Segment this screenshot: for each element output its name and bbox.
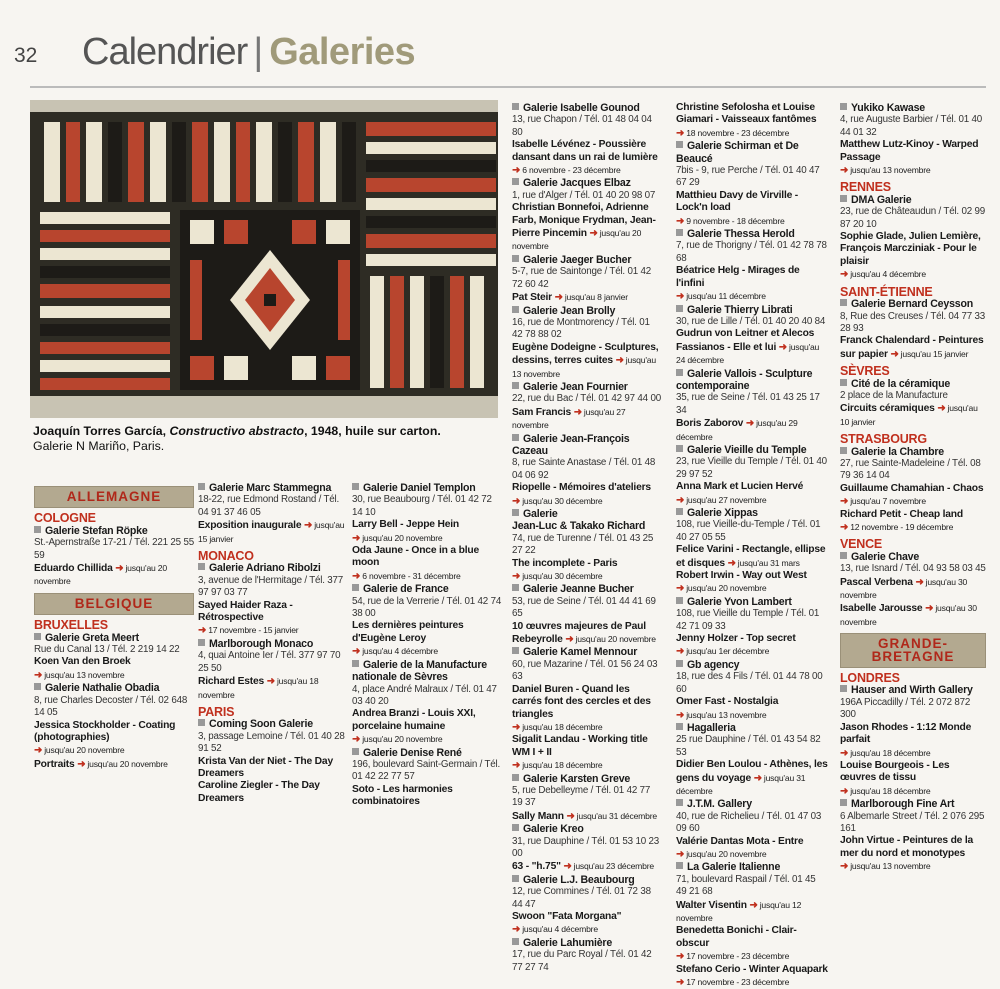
- gallery-name: Galerie Xippas: [676, 507, 828, 519]
- gallery-address: 5, rue Debelleyme / Tél. 01 42 77 19 37: [512, 784, 651, 809]
- gallery-address: 54, rue de la Verrerie / Tél. 01 42 74 38 00: [352, 595, 502, 620]
- exhibition-date: ➜ jusqu'au 18 décembre: [512, 721, 603, 733]
- city-monaco: MONACO: [198, 549, 254, 564]
- arrow-icon: ➜: [840, 785, 849, 797]
- gallery-address: 5-7, rue de Saintonge / Tél. 01 42 72 60 42: [512, 266, 651, 290]
- bullet-square-icon: [198, 563, 205, 570]
- exhibition-date: ➜ jusqu'au 30 décembre: [512, 571, 603, 583]
- gallery-address: 40, rue de Richelieu / Tél. 01 47 03 09 60: [676, 810, 822, 835]
- gallery-address: 23, rue de Châteaudun / Tél. 02 99 87 20 10: [840, 206, 985, 230]
- gallery-address: 53, rue de Seine / Tél. 01 44 41 69 65: [512, 595, 656, 620]
- exhibition-title: Jenny Holzer - Top secret: [676, 633, 796, 645]
- page-number: 32: [14, 44, 38, 67]
- gallery-name: Gb agency: [676, 659, 828, 671]
- bullet-square-icon: [352, 483, 359, 490]
- arrow-icon: ➜: [676, 494, 685, 506]
- bullet-square-icon: [512, 382, 519, 389]
- bleed-through: [340, 424, 500, 480]
- bullet-square-icon: [512, 306, 519, 313]
- exhibition-date: ➜ 17 novembre - 23 décembre: [676, 977, 790, 989]
- exhibition-date: ➜ jusqu'au 7 novembre: [840, 496, 926, 508]
- gallery-address: 4, place André Malraux / Tél. 01 47 03 40 20: [352, 683, 497, 707]
- gallery-name: Galerie L.J. Beaubourg: [512, 874, 662, 886]
- arrow-icon: ➜: [915, 576, 924, 588]
- gallery-name: Galerie Jaeger Bucher: [512, 254, 662, 266]
- gallery-name: J.T.M. Gallery: [676, 798, 828, 810]
- arrow-icon: ➜: [573, 406, 582, 418]
- exhibition-date: ➜ jusqu'au 13 novembre: [840, 165, 931, 177]
- arrow-icon: ➜: [352, 532, 361, 544]
- exhibition-date: ➜ 6 novembre - 23 décembre: [512, 165, 621, 177]
- arrow-icon: ➜: [749, 899, 758, 911]
- exhibition-date: ➜ 12 novembre - 19 décembre: [840, 522, 954, 533]
- bullet-square-icon: [512, 178, 519, 185]
- gallery-name: Galerie de la Manufacture nationale de Sèvres: [352, 658, 487, 684]
- exhibition-line: Eugène Dodeigne - Sculptures, dessins, terres cuites ➜ jusqu'au 13 novembre: [512, 341, 659, 379]
- gallery-name: Galerie la Chambre: [840, 446, 986, 458]
- gallery-name: La Galerie Italienne: [676, 861, 828, 873]
- arrow-icon: ➜: [554, 292, 563, 304]
- gallery-name: Hauser and Wirth Gallery: [840, 684, 986, 696]
- exhibition-title: Sophie Glade, Julien Lemière, François Marcziniak - Pour le plaisir: [840, 231, 981, 267]
- exhibition-title: Swoon "Fata Morgana": [512, 911, 622, 922]
- city-strasbourg: STRASBOURG: [840, 432, 927, 447]
- arrow-icon: ➜: [840, 165, 849, 177]
- exhibition-date: ➜ jusqu'au 13 novembre: [840, 861, 931, 873]
- exhibition-line: Portraits ➜ jusqu'au 20 novembre: [34, 758, 168, 770]
- bullet-square-icon: [512, 938, 519, 945]
- column-6: [840, 102, 986, 873]
- exhibition-date: ➜ 17 novembre - 23 décembre: [676, 951, 790, 963]
- gallery-name: Galerie Vieille du Temple: [676, 444, 828, 456]
- gallery-name: Galerie de France: [352, 583, 502, 595]
- bullet-square-icon: [512, 875, 519, 882]
- exhibition-line: 10 œuvres majeures de Paul Rebeyrolle ➜ jusqu'au 20 novembre: [512, 620, 656, 646]
- exhibition-date: ➜ jusqu'au 1er décembre: [676, 646, 770, 658]
- exhibition-title: John Virtue - Peintures de la mer du nord et monotypes: [840, 835, 974, 859]
- arrow-icon: ➜: [676, 583, 685, 595]
- header-rule: [30, 86, 986, 88]
- arrow-icon: ➜: [304, 520, 313, 532]
- exhibition-title: Louise Bourgeois - Les œuvres de tissu: [840, 759, 950, 784]
- exhibition-title: Andrea Branzi - Louis XXI, porcelaine humaine: [352, 708, 476, 732]
- arrow-icon: ➜: [34, 669, 43, 681]
- gallery-address: 13, rue Isnard / Tél. 04 93 58 03 45: [840, 563, 986, 575]
- column-1: [34, 482, 194, 770]
- arrow-icon: ➜: [198, 625, 207, 637]
- page-title: [82, 30, 415, 74]
- arrow-icon: ➜: [676, 215, 685, 227]
- arrow-icon: ➜: [676, 291, 685, 303]
- exhibition-title: Soto - Les harmonies combinatoires: [352, 783, 453, 808]
- artwork-image: [30, 100, 498, 418]
- arrow-icon: ➜: [840, 269, 849, 281]
- gallery-address: 74, rue de Turenne / Tél. 01 43 25 27 22: [512, 532, 654, 557]
- gallery-name: Galerie Vallois - Sculpture contemporaine: [676, 367, 813, 392]
- exhibition-line: Sam Francis ➜ jusqu'au 27 novembre: [512, 406, 626, 431]
- artwork-photo: [30, 100, 498, 418]
- gallery-address: 196A Piccadilly / Tél. 2 072 872 300: [840, 696, 971, 721]
- gallery-address: 12, rue Commines / Tél. 01 72 38 44 47: [512, 886, 651, 910]
- gallery-name: Galerie Daniel Templon: [352, 482, 502, 494]
- bullet-square-icon: [676, 229, 683, 236]
- exhibition-date: ➜ jusqu'au 18 décembre: [840, 785, 931, 797]
- arrow-icon: ➜: [512, 760, 521, 772]
- arrow-icon: ➜: [115, 563, 124, 575]
- gallery-name: Galerie Schirman et De Beaucé: [676, 140, 799, 165]
- gallery-address: 8, Rue des Creuses / Tél. 04 77 33 28 93: [840, 310, 985, 334]
- arrow-icon: ➜: [890, 348, 899, 360]
- exhibition-title: Anna Mark et Lucien Hervé: [676, 481, 804, 493]
- exhibition-title: Jason Rhodes - 1:12 Monde parfait: [840, 721, 972, 746]
- country-belgique: BELGIQUE: [34, 593, 194, 615]
- arrow-icon: ➜: [925, 603, 934, 615]
- gallery-name: Marlborough Fine Art: [840, 798, 986, 810]
- arrow-icon: ➜: [840, 747, 849, 759]
- arrow-icon: ➜: [512, 924, 521, 936]
- bullet-square-icon: [198, 483, 205, 490]
- gallery-name: Galerie Jean Brolly: [512, 305, 662, 317]
- caption-details: , 1948, huile sur carton.: [304, 424, 441, 438]
- arrow-icon: ➜: [352, 646, 361, 658]
- exhibition-title: Koen Van den Broek: [34, 656, 131, 668]
- arrow-icon: ➜: [727, 557, 736, 569]
- exhibition-date: ➜ jusqu'au 13 novembre: [676, 709, 767, 721]
- exhibition-title: Valérie Dantas Mota - Entre: [676, 835, 804, 847]
- city-rennes: RENNES: [840, 180, 891, 195]
- bullet-square-icon: [34, 683, 41, 690]
- gallery-address: 6 Albemarle Street / Tél. 2 076 295 161: [840, 810, 985, 834]
- arrow-icon: ➜: [840, 861, 849, 873]
- bullet-square-icon: [198, 719, 205, 726]
- gallery-address: 16, rue de Montmorency / Tél. 01 42 78 88 02: [512, 316, 650, 341]
- bullet-square-icon: [512, 824, 519, 831]
- country-grande-bretagne: GRANDE-BRETAGNE: [840, 633, 986, 668]
- gallery-address: 1, rue d'Alger / Tél. 01 40 20 98 07: [512, 189, 656, 201]
- bullet-square-icon: [676, 862, 683, 869]
- arrow-icon: ➜: [266, 676, 275, 688]
- gallery-name: Galerie Isabelle Gounod: [512, 102, 662, 114]
- gallery-address: 3, avenue de l'Hermitage / Tél. 377 97 97 03 77: [198, 574, 344, 599]
- gallery-address: St.-Apernstraße 17-21 / Tél. 221 25 55 59: [34, 537, 194, 561]
- exhibition-date: ➜ jusqu'au 4 décembre: [512, 924, 598, 936]
- bullet-square-icon: [840, 195, 847, 202]
- arrow-icon: ➜: [840, 496, 849, 508]
- title-calendrier: Calendrier: [82, 31, 248, 73]
- exhibition-title: Benedetta Bonichi - Clair-obscur: [676, 925, 797, 949]
- exhibition-line: Eduardo Chillida ➜ jusqu'au 20 novembre: [34, 563, 167, 587]
- bullet-square-icon: [840, 685, 847, 692]
- city-saint-etienne: SAINT-ÉTIENNE: [840, 284, 933, 299]
- gallery-address: 30, rue Beaubourg / Tél. 01 42 72 14 10: [352, 494, 492, 518]
- exhibition-title: Omer Fast - Nostalgia: [676, 696, 779, 708]
- exhibition-date: ➜ jusqu'au 4 décembre: [352, 646, 438, 658]
- gallery-name: Galerie Jeanne Bucher: [512, 583, 662, 595]
- arrow-icon: ➜: [676, 127, 685, 139]
- gallery-address: 8, rue Sainte Anastase / Tél. 01 48 04 06 92: [512, 457, 656, 481]
- city-bruxelles: BRUXELLES: [34, 618, 108, 633]
- gallery-address: 31, rue Dauphine / Tél. 01 53 10 23 00: [512, 835, 659, 859]
- bullet-square-icon: [676, 369, 683, 376]
- gallery-name: Galerie Bernard Ceysson: [840, 298, 986, 310]
- bullet-square-icon: [676, 660, 683, 667]
- bullet-square-icon: [676, 723, 683, 730]
- gallery-name: Galerie Jean-François Cazeau: [512, 432, 630, 457]
- bullet-square-icon: [840, 299, 847, 306]
- arrow-icon: ➜: [563, 861, 572, 873]
- city-paris: PARIS: [198, 704, 235, 719]
- gallery-name: Galerie Thessa Herold: [676, 228, 828, 240]
- arrow-icon: ➜: [937, 403, 946, 415]
- gallery-name: Galerie Stefan Röpke: [34, 525, 194, 537]
- arrow-icon: ➜: [352, 570, 361, 582]
- exhibition-date: ➜ jusqu'au 27 novembre: [676, 494, 767, 506]
- city-sevres: SÈVRES: [840, 364, 890, 379]
- exhibition-date: ➜ jusqu'au 18 décembre: [512, 760, 603, 772]
- bullet-square-icon: [34, 633, 41, 640]
- gallery-address: 8, rue Charles Decoster / Tél. 02 648 14 05: [34, 694, 188, 719]
- exhibition-date: ➜ 6 novembre - 31 décembre: [352, 570, 461, 582]
- bullet-square-icon: [840, 379, 847, 386]
- exhibition-title: Sayed Haider Raza - Rétrospective: [198, 599, 293, 624]
- exhibition-line: Exposition inaugurale ➜ jusqu'au 15 janvier: [198, 520, 345, 544]
- gallery-address: 108, rue Vieille du Temple / Tél. 01 42 71 09 33: [676, 608, 820, 632]
- caption-work: Constructivo abstracto: [169, 424, 305, 438]
- bullet-square-icon: [676, 445, 683, 452]
- city-cologne: COLOGNE: [34, 511, 96, 526]
- gallery-name: Galerie Denise René: [352, 747, 502, 759]
- gallery-address: 7, rue de Thorigny / Tél. 01 42 78 78 68: [676, 240, 827, 264]
- arrow-icon: ➜: [676, 951, 685, 963]
- arrow-icon: ➜: [676, 977, 685, 989]
- gallery-address: 60, rue Mazarine / Tél. 01 56 24 03 63: [512, 658, 658, 683]
- gallery-name: Galerie: [512, 508, 662, 520]
- exhibition-title: Richard Petit - Cheap land: [840, 508, 963, 520]
- arrow-icon: ➜: [589, 228, 598, 240]
- exhibition-title: Daniel Buren - Quand les carrés font des cercles et des triangles: [512, 683, 651, 720]
- arrow-icon: ➜: [753, 772, 762, 784]
- exhibition-line: Pascal Verbena ➜ jusqu'au 30 novembre: [840, 576, 968, 601]
- arrow-icon: ➜: [565, 634, 574, 646]
- bullet-square-icon: [512, 584, 519, 591]
- gallery-name: Galerie Chave: [840, 551, 986, 563]
- city-vence: VENCE: [840, 537, 883, 552]
- exhibition-date: ➜ jusqu'au 20 novembre: [352, 532, 443, 544]
- exhibition-date: ➜ jusqu'au 13 novembre: [34, 669, 125, 681]
- exhibition-date: ➜ jusqu'au 20 novembre: [34, 745, 125, 757]
- gallery-name: Yukiko Kawase: [840, 102, 986, 114]
- gallery-address: 71, boulevard Raspail / Tél. 01 45 49 21 68: [676, 873, 816, 898]
- exhibition-line: Isabelle Jarousse ➜ jusqu'au 30 novembre: [840, 603, 977, 627]
- gallery-address: 30, rue de Lille / Tél. 01 40 20 40 84: [676, 315, 826, 327]
- bullet-square-icon: [34, 526, 41, 533]
- gallery-address: Rue du Canal 13 / Tél. 2 219 14 22: [34, 644, 180, 656]
- arrow-icon: ➜: [745, 418, 755, 430]
- caption-gallery: Galerie N Mariño, Paris.: [33, 439, 165, 453]
- gallery-name: Galerie Kreo: [512, 823, 662, 835]
- exhibition-line: Richard Estes ➜ jusqu'au 18 novembre: [198, 676, 319, 700]
- exhibition-title: Jessica Stockholder - Coating (photographies): [34, 719, 176, 743]
- exhibition-line: Felice Varini - Rectangle, ellipse et disques ➜ jusqu'au 31 mars: [676, 544, 826, 569]
- gallery-address: 13, rue Chapon / Tél. 01 48 04 04 80: [512, 114, 652, 138]
- exhibition-line: Didier Ben Loulou - Athènes, les gens du voyage ➜ jusqu'au 31 décembre: [676, 759, 828, 796]
- exhibition-date: ➜ jusqu'au 30 décembre: [512, 495, 603, 507]
- gallery-name: Galerie Lahumière: [512, 937, 662, 949]
- exhibition-date: ➜ 9 novembre - 18 décembre: [676, 215, 785, 227]
- exhibition-title: Stefano Cerio - Winter Aquapark: [676, 963, 828, 975]
- gallery-address: 7bis - 9, rue Perche / Tél. 01 40 47 67 29: [676, 165, 820, 189]
- arrow-icon: ➜: [512, 495, 521, 507]
- bullet-square-icon: [840, 552, 847, 559]
- gallery-name: Hagalleria: [676, 722, 828, 734]
- bullet-square-icon: [512, 255, 519, 262]
- exhibition-date: ➜ jusqu'au 20 novembre: [676, 583, 767, 595]
- column-4: [512, 102, 662, 973]
- gallery-address: 17, rue du Parc Royal / Tél. 01 42 77 27 74: [512, 949, 652, 973]
- gallery-name: DMA Galerie: [840, 194, 986, 206]
- exhibition-date: ➜ 18 novembre - 23 décembre: [676, 127, 790, 139]
- exhibition-date: ➜ jusqu'au 4 décembre: [840, 269, 926, 281]
- arrow-icon: ➜: [512, 721, 521, 733]
- column-5: [676, 102, 828, 989]
- gallery-address: 18, rue des 4 Fils / Tél. 01 44 78 00 60: [676, 671, 823, 695]
- exhibition-title: The incomplete - Paris: [512, 557, 618, 569]
- exhibition-date: ➜ 17 novembre - 15 janvier: [198, 625, 299, 637]
- bullet-square-icon: [676, 597, 683, 604]
- exhibition-title: Les dernières peintures d'Eugène Leroy: [352, 620, 464, 644]
- arrow-icon: ➜: [778, 341, 787, 353]
- country-allemagne: ALLEMAGNE: [34, 486, 194, 508]
- exhibition-title: Krista Van der Niet - The Day Dreamers: [198, 755, 333, 779]
- bullet-square-icon: [512, 647, 519, 654]
- bullet-square-icon: [512, 774, 519, 781]
- gallery-address: 18-22, rue Edmond Rostand / Tél. 04 91 37 46 05: [198, 494, 340, 518]
- exhibition-line: Christian Bonnefoi, Adrienne Farb, Monique Frydman, Jean-Pierre Pincemin ➜ jusqu'au 20 novembre: [512, 202, 656, 252]
- bullet-square-icon: [676, 799, 683, 806]
- bullet-square-icon: [512, 103, 519, 110]
- bullet-square-icon: [840, 103, 847, 110]
- bullet-square-icon: [198, 639, 205, 646]
- arrow-icon: ➜: [676, 848, 685, 860]
- arrow-icon: ➜: [352, 734, 361, 746]
- gallery-name-continued: Jean-Luc & Takako Richard: [512, 520, 646, 533]
- exhibition-line: Circuits céramiques ➜ jusqu'au 10 janvier: [840, 403, 978, 427]
- gallery-address: 4, quai Antoine Ier / Tél. 377 97 70 25 50: [198, 650, 341, 674]
- arrow-icon: ➜: [34, 745, 43, 757]
- gallery-address: 23, rue Vieille du Temple / Tél. 01 40 29 97 52: [676, 456, 827, 480]
- gallery-address: 25 rue Dauphine / Tél. 01 43 54 82 53: [676, 734, 821, 758]
- gallery-name: Galerie Jean Fournier: [512, 381, 662, 393]
- gallery-address: 3, passage Lemoine / Tél. 01 40 28 91 52: [198, 730, 345, 755]
- gallery-address: 2 place de la Manufacture: [840, 389, 948, 401]
- bullet-square-icon: [676, 508, 683, 515]
- exhibition-title: Isabelle Lévénez - Poussière dansant dans un rai de lumière: [512, 139, 658, 163]
- exhibition-title: Guillaume Chamahian - Chaos: [840, 482, 984, 494]
- column-3: [352, 482, 502, 808]
- exhibition-title: Larry Bell - Jeppe Hein: [352, 519, 459, 531]
- exhibition-title: Christine Sefolosha et Louise Giamari - Vaisseaux fantômes: [676, 102, 817, 126]
- exhibition-title: Robert Irwin - Way out West: [676, 570, 807, 582]
- exhibition-date: ➜ jusqu'au 20 novembre: [352, 734, 443, 746]
- city-londres: LONDRES: [840, 671, 900, 686]
- arrow-icon: ➜: [77, 758, 86, 770]
- gallery-address: 22, rue du Bac / Tél. 01 42 97 44 00: [512, 393, 661, 405]
- gallery-name: Galerie Jacques Elbaz: [512, 177, 662, 189]
- exhibition-line: Walter Visentin ➜ jusqu'au 12 novembre: [676, 899, 802, 923]
- bullet-square-icon: [512, 434, 519, 441]
- arrow-icon: ➜: [615, 355, 624, 367]
- title-separator: |: [253, 31, 264, 73]
- gallery-address: 108, rue Vieille-du-Temple / Tél. 01 40 27 05 55: [676, 519, 821, 543]
- gallery-name: Galerie Adriano Ribolzi: [198, 562, 346, 574]
- arrow-icon: ➜: [676, 709, 685, 721]
- exhibition-title: Riopelle - Mémoires d'ateliers: [512, 482, 651, 494]
- bullet-square-icon: [352, 660, 359, 667]
- exhibition-date: ➜ jusqu'au 20 novembre: [676, 848, 767, 860]
- gallery-name: Galerie Karsten Greve: [512, 773, 662, 785]
- gallery-name: Galerie Greta Meert: [34, 632, 194, 644]
- exhibition-line: Sally Mann ➜ jusqu'au 31 décembre: [512, 810, 657, 822]
- arrow-icon: ➜: [512, 165, 521, 177]
- bullet-square-icon: [840, 799, 847, 806]
- gallery-name: Marlborough Monaco: [198, 638, 346, 650]
- gallery-name: Cité de la céramique: [840, 378, 986, 390]
- gallery-address: 27, rue Sainte-Madeleine / Tél. 08 79 36 14 04: [840, 457, 981, 482]
- gallery-address: 196, boulevard Saint-Germain / Tél. 01 42 22 77 57: [352, 758, 501, 783]
- arrow-icon: ➜: [676, 646, 685, 658]
- exhibition-line: Boris Zaborov ➜ jusqu'au 29 décembre: [676, 418, 798, 442]
- exhibition-title: Caroline Ziegler - The Day Dreamers: [198, 780, 320, 804]
- column-2: [198, 482, 346, 804]
- gallery-name: Galerie Thierry Librati: [676, 304, 828, 316]
- bullet-square-icon: [512, 509, 519, 516]
- gallery-address: 4, rue Auguste Barbier / Tél. 01 40 44 01 32: [840, 114, 983, 138]
- arrow-icon: ➜: [566, 810, 575, 822]
- exhibition-line: Gudrun von Leitner et Alecos Fassianos - Elle et lui ➜ jusqu'au 24 décembre: [676, 328, 820, 366]
- bullet-square-icon: [840, 447, 847, 454]
- gallery-address: 35, rue de Seine / Tél. 01 43 25 17 34: [676, 392, 820, 416]
- gallery-name: Coming Soon Galerie: [198, 718, 346, 730]
- gallery-name: Galerie Nathalie Obadia: [34, 682, 194, 694]
- bullet-square-icon: [676, 305, 683, 312]
- bullet-square-icon: [352, 748, 359, 755]
- exhibition-date: ➜ jusqu'au 11 décembre: [676, 291, 766, 303]
- exhibition-line: Franck Chalendard - Peintures sur papier ➜ jusqu'au 15 janvier: [840, 335, 984, 360]
- exhibition-title: Oda Jaune - Once in a blue moon: [352, 545, 479, 569]
- gallery-name: Galerie Kamel Mennour: [512, 646, 662, 658]
- bullet-square-icon: [676, 141, 683, 148]
- exhibition-title: Béatrice Helg - Mirages de l'infini: [676, 265, 800, 289]
- exhibition-title: Matthew Lutz-Kinoy - Warped Passage: [840, 139, 979, 163]
- gallery-name: Galerie Marc Stammegna: [198, 482, 346, 494]
- gallery-name: Galerie Yvon Lambert: [676, 596, 828, 608]
- exhibition-title: Matthieu Davy de Virville - Lock'n load: [676, 189, 799, 214]
- exhibition-title: Sigalit Landau - Working title WM I + II: [512, 734, 648, 758]
- exhibition-date: ➜ jusqu'au 18 décembre: [840, 747, 931, 759]
- title-galeries: Galeries: [269, 31, 416, 73]
- exhibition-line: 63 - "h.75" ➜ jusqu'au 23 décembre: [512, 861, 654, 873]
- caption-artist: Joaquín Torres García,: [33, 424, 170, 438]
- arrow-icon: ➜: [512, 571, 521, 583]
- arrow-icon: ➜: [840, 522, 849, 533]
- exhibition-line: Pat Steir ➜ jusqu'au 8 janvier: [512, 292, 628, 304]
- bullet-square-icon: [352, 584, 359, 591]
